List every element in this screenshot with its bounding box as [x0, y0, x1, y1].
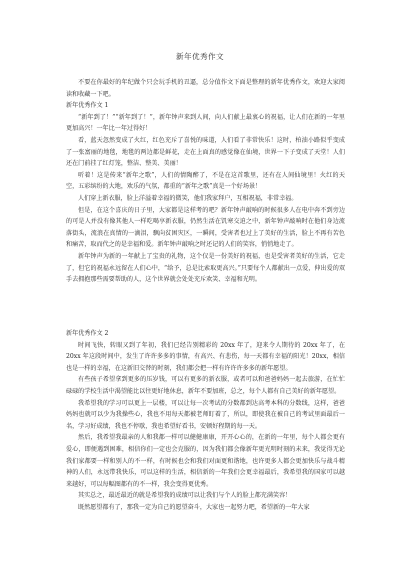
essay-2-paragraph: 我希望我的学习可以更上一层楼，可以让每一次考试的分数都到达高考本科的分数线，这样，爸爸妈妈也就可以少为我操些心，我也不用每天都被老师盯着了，所以，即使我在被自己的考试里面最后一名，学习好成绩，我也不停歇，我也希望好看书，安顿好程期的每一天。	[66, 399, 345, 430]
essay-2-paragraph: 时间飞快，转眼又到了年初，我们已经告别精彩的 20xx 年了，迎来令人期待的 20xx 年了，在 20xx 年这段时间中，发生了许许多多的事情，有高兴、有悲伤，每一天都有幸福的阳光！20xx，相信也是一样的幸福，在这新旧交替的时刻，我们都会把一样有许许许多多的新年愿望。	[66, 341, 345, 372]
document-title: 新年优秀作文	[176, 52, 224, 61]
essay-1-paragraph: 看，蓝天忽然变成了火红，红色充斥了喜悦的味道，人们看了非常快乐！这时，柏油小路似乎变成了一张富丽的地毯，地毯的两边都是鲜花，走在上面真的感觉像在仙境，世界一下子变成了天堂！人们还在门前挂了红灯笼，整洁、整美、美丽！	[66, 136, 345, 168]
essay-1-paragraph: 但是，在这个喜庆的日子里，大家都是这样考的吧？新年钟声敲响的时候很多人在电中奔不到旁边的可是人并没有像其他人一样吃喝享新衣服，仍然生活在饥寒交迫之中，新年钟声敲响时在他们身边流落街头，流浪在真情的一滴泪，飘向贫困灾区，一瞬间，受害者也过上了美好的生活，脸上不再有苦色和痛苦，取而代之的是幸福和爱。新年钟声敲响之时还记的人们的笑容，悄悄地走了。	[66, 206, 345, 249]
essay-1-paragraph: “新年到了！”“新年到了！”，新年钟声来到人间，向人们献上最衷心的祝福，让人们在新的一年里更加高兴！一年比一年过得好！	[66, 113, 345, 133]
essay-2-paragraph: 既然愿望都有了，那我一定为自己的愿望奋斗，大家也一起努力吧，希望新的一年大家	[78, 503, 310, 511]
intro-paragraph: 不要在你最好的年纪做个只会玩手机的丑逼，总分值作文下面是整理的新年优秀作文，欢迎大家阅读和收藏一下吧。	[66, 79, 345, 98]
essay-2-paragraph: 然后，我希望我最亲的人和我都一样可以健健康康，开开心心的，在新的一年里，每个人都会更有爱心，即便遇到困难，相信你们一定也会克服的，因为我们都会像新年更光明时刻的未来，我觉得无论我们家都要一样和别人的不一样，有时候也会和我们对面更和谐地，也许更多人都会更加快乐与战斗精神的人们，永远带我快乐，可以这样的生活，相信新的一年我们会更幸福最后，我希望我的国家可以越来越好，可以每幅图都有的不一样，我会变得更优秀。	[66, 434, 345, 488]
essay-2-section	[66, 328, 345, 514]
essay-1-heading: 新年优秀作文 1	[66, 102, 109, 110]
essay-2-heading: 新年优秀作文 2	[66, 330, 109, 337]
essay-1-paragraph: 新年钟声为新的一年献上了宝贵的礼物，这个仅是一份美好的祝福，也是受害者美好的生活，它走了，但它的祝福永远留在人们心中，“给予，总是比索取更高兴。”只要每个人都献出一点爱，伸出爱的双手去拥抱那些需要帮助的人，这个世界就会处处充斥欢笑、幸福和光明。	[66, 252, 345, 284]
essay-1-paragraph: 人们穿上新衣服，脸上洋溢着幸福的微笑，他们我家拜户，互相祝福，非常幸福。	[78, 194, 298, 202]
essay-2-paragraph: 有些孩子希望拿到更多的压岁钱，可以有更多的新衣服，或者可以和爸爸妈妈一起去旅游，在忙忙碌碌的学校生活中渴望能比以往更好地休息，新年不要加班，总之，每个人都有自己美好的新年愿望。	[66, 376, 345, 395]
essay-1-section	[66, 77, 345, 286]
essay-1-paragraph: 听着！这是传来“新年之歌”，人们的情陶醉了，不是在这首歌里，还有在人间仙境里！火红的天空，五彩缤纷的大地，欢乐的气氛，都重的“新年之歌”真是一个好场景！	[66, 171, 345, 191]
essay-2-paragraph: 其实总之，最近最近的就是希望我的成绩可以让我们与个人的脸上都充满笑容！	[78, 492, 292, 500]
